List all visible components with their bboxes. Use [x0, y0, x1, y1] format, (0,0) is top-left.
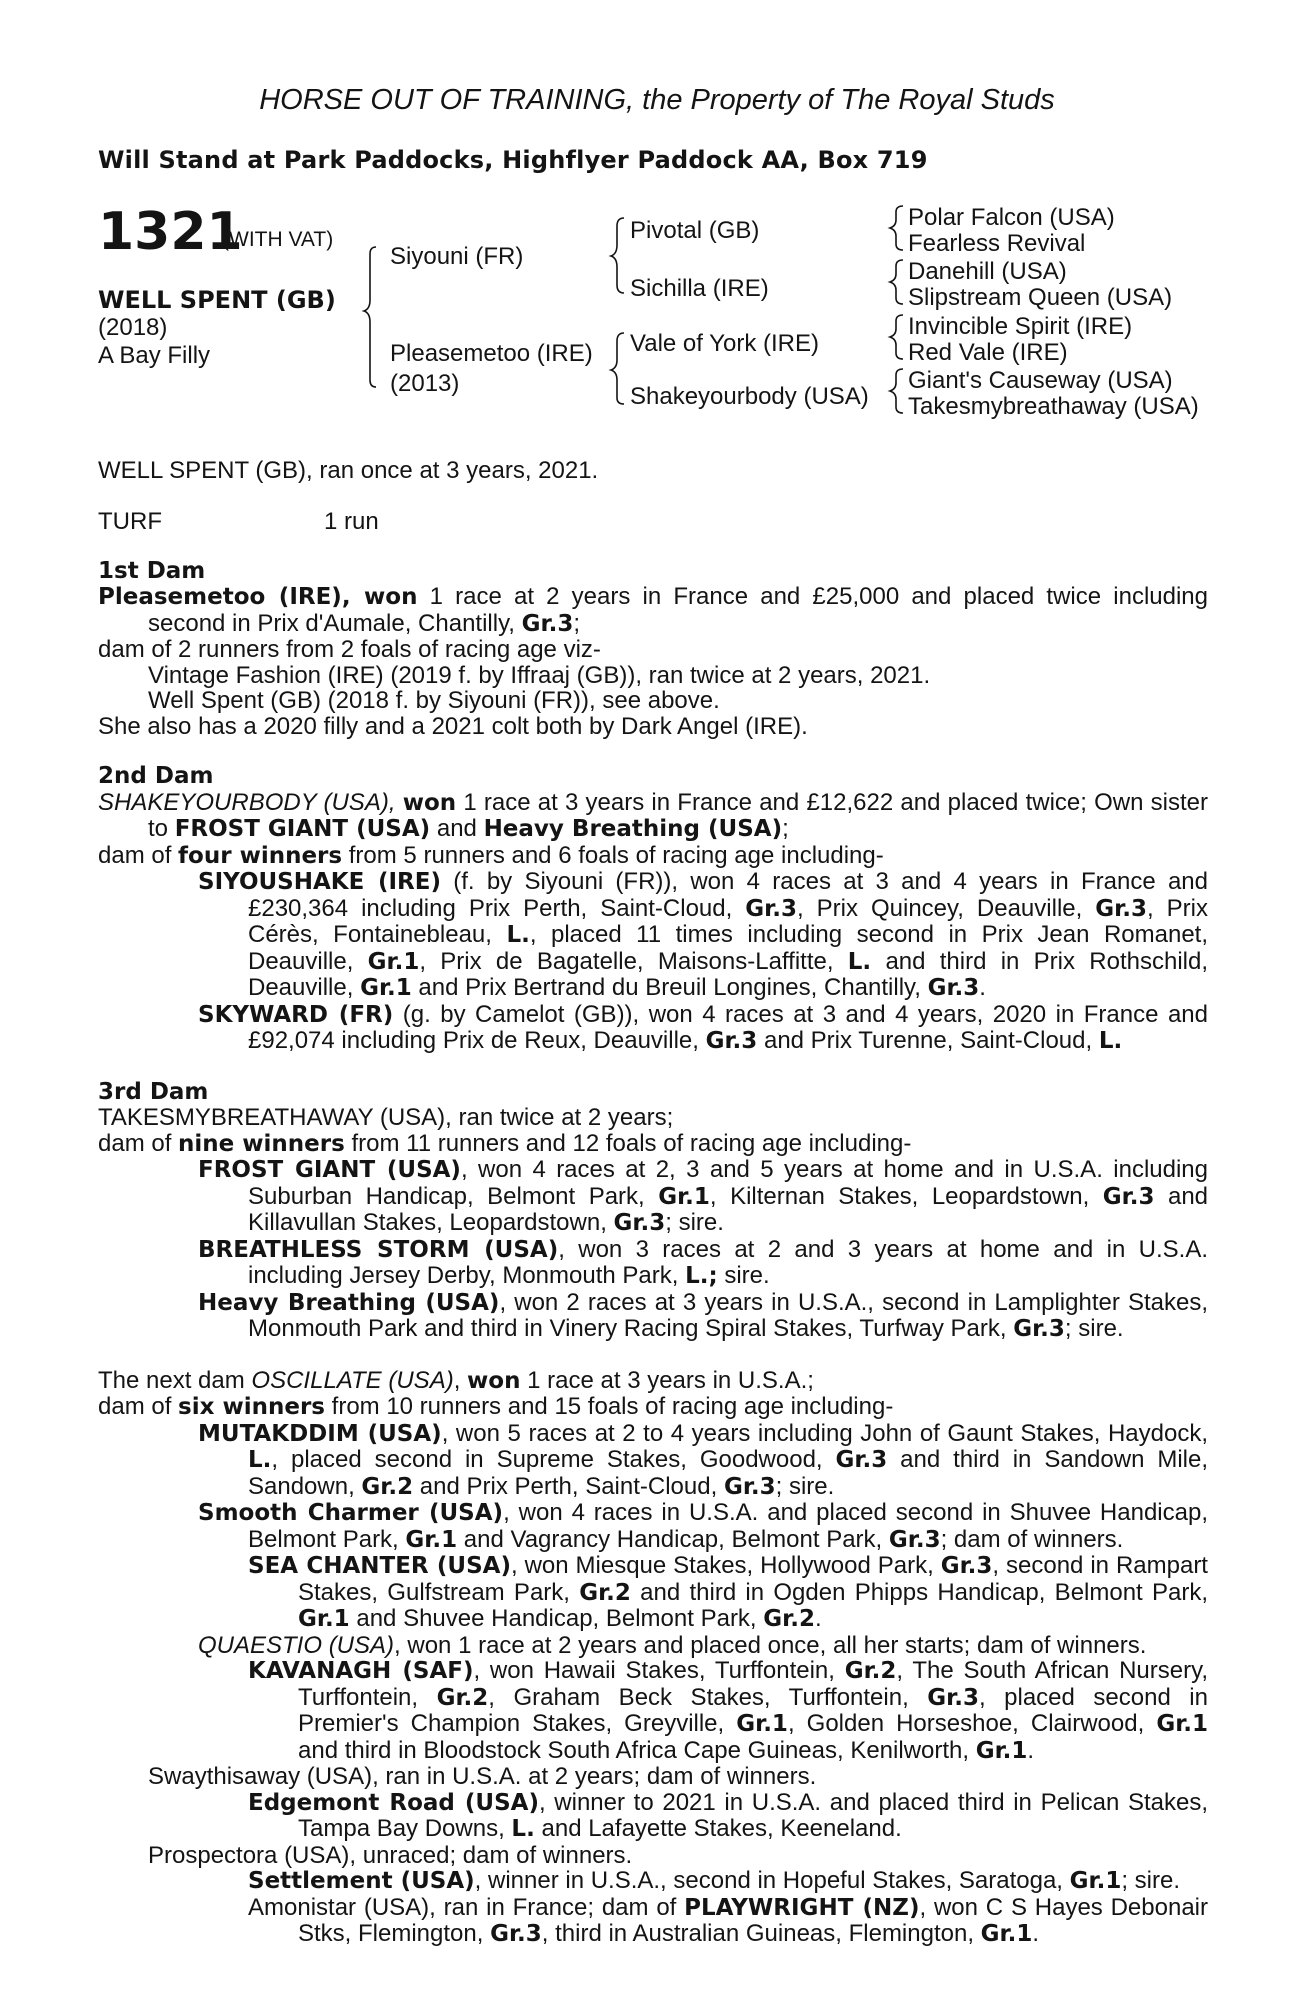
record-summary: WELL SPENT (GB), ran once at 3 years, 2021. — [98, 457, 599, 484]
nextdam-progeny-mutakddim: MUTAKDDIM (USA), won 5 races at 2 to 4 years including John of Gaunt Stakes, Haydock, L., placed second in Supreme Stakes, Goodwood, Gr.3 and third in Sandown Mile, Sandown, Gr.2 and Prix Perth, Saint-Cloud, Gr.3; sire. — [198, 1419, 1209, 1500]
nextdam-progeny-amonistar: Amonistar (USA), ran in France; dam of PLAYWRIGHT (NZ), won C S Hayes Debonair Stks, Flemington, Gr.3, third in Australian Guineas, Flemington, Gr.1. — [248, 1893, 1208, 1947]
dam3-progeny-3: Heavy Breathing (USA), won 2 races at 3 years in U.S.A., second in Lamplighter Stakes, Monmouth Park and third in Vinery Racing Spiral Stakes, Turfway Park, Gr.3; sire. — [198, 1288, 1208, 1342]
dam2-heading: 2nd Dam — [98, 763, 214, 789]
pedigree-sire-dam: Sichilla (IRE) — [630, 275, 769, 302]
horse-description: A Bay Filly — [98, 342, 211, 369]
nextdam-entry: The next dam OSCILLATE (USA), won 1 race at 3 years in U.S.A.; — [98, 1366, 814, 1394]
pedigree-gg-7: Giant's Causeway (USA) — [908, 367, 1173, 394]
nextdam-progeny-sea-chanter: SEA CHANTER (USA), won Miesque Stakes, Hollywood Park, Gr.3, second in Rampart Stakes, Gulfstream Park, Gr.2 and third in Ogden Phipps Handicap, Belmont Park, Gr.1 and Shuvee Handicap, Belmont Park, Gr.2. — [248, 1552, 1209, 1632]
pedigree-gg-2: Fearless Revival — [908, 230, 1086, 257]
pedigree-dam: Pleasemetoo (IRE) — [390, 340, 593, 367]
vat-note: (WITH VAT) — [222, 228, 334, 251]
record-runs: 1 run — [324, 507, 379, 535]
pedigree-sire-sire: Pivotal (GB) — [630, 217, 760, 244]
nextdam-progeny-smooth-charmer: Smooth Charmer (USA), won 4 races in U.S.A. and placed second in Shuvee Handicap, Belmont Park, Gr.1 and Vagrancy Handicap, Belmont Park, Gr.3; dam of winners. — [198, 1499, 1209, 1553]
dam1-heading: 1st Dam — [98, 557, 206, 584]
dam2-dam-of: dam of four winners from 5 runners and 6 foals of racing age including- — [98, 841, 884, 869]
pedigree-gg-3: Danehill (USA) — [908, 258, 1067, 285]
nextdam-progeny-edgemont-road: Edgemont Road (USA), winner to 2021 in U.S.A. and placed third in Pelican Stakes, Tampa Bay Downs, L. and Lafayette Stakes, Keeneland. — [248, 1788, 1208, 1842]
nextdam-progeny-settlement: Settlement (USA), winner in U.S.A., second in Hopeful Stakes, Saratoga, Gr.1; sire. — [248, 1867, 1181, 1894]
dam3-dam-of: dam of nine winners from 11 runners and 12 foals of racing age including- — [98, 1129, 912, 1157]
nextdam-progeny-swaythisaway: Swaythisaway (USA), ran in U.S.A. at 2 years; dam of winners. — [148, 1763, 817, 1790]
dam2-progeny-2: SKYWARD (FR) (g. by Camelot (GB)), won 4 races at 3 and 4 years, 2020 in France and £92,074 including Prix de Reux, Deauville, Gr.3 and Prix Turenne, Saint-Cloud, L. — [198, 1000, 1208, 1054]
horse-name: WELL SPENT (GB) — [98, 286, 336, 314]
nextdam-progeny-kavanagh: KAVANAGH (SAF), won Hawaii Stakes, Turffontein, Gr.2, The South African Nursery, Turffontein, Gr.2, Graham Beck Stakes, Turffontein, Gr.3, placed second in Premier's Champion Stakes, Greyville, Gr.1, Golden Horseshoe, Clairwood, Gr.1 and third in Bloodstock South Africa Cape Guineas, Kenilworth, Gr.1. — [248, 1657, 1208, 1764]
pedigree-gg-5: Invincible Spirit (IRE) — [908, 313, 1133, 340]
record-turf — [98, 509, 1208, 534]
pedigree-dam-dam: Shakeyourbody (USA) — [630, 383, 869, 410]
pedigree-dam-year: (2013) — [390, 370, 460, 397]
catalogue-body — [98, 458, 1208, 1948]
pedigree-dam-sire: Vale of York (IRE) — [630, 330, 819, 357]
nextdam-dam-of: dam of six winners from 10 runners and 15 foals of racing age including- — [98, 1393, 894, 1420]
pedigree-gg-1: Polar Falcon (USA) — [908, 204, 1115, 231]
nextdam-progeny-quaestio: QUAESTIO (USA), won 1 race at 2 years and placed once, all her starts; dam of winners. — [198, 1631, 1147, 1659]
pedigree-gg-6: Red Vale (IRE) — [908, 339, 1068, 366]
stand-location: Will Stand at Park Paddocks, Highflyer Paddock AA, Box 719 — [98, 146, 928, 174]
page-title: HORSE OUT OF TRAINING, the Property of The Royal Studs — [259, 84, 1055, 116]
dam1-entry: Pleasemetoo (IRE), won 1 race at 2 years in France and £25,000 and placed twice including second in Prix d'Aumale, Chantilly, Gr.3; — [98, 583, 1208, 637]
dam3-entry: TAKESMYBREATHAWAY (USA), ran twice at 2 years; — [98, 1104, 674, 1131]
dam2-progeny-1: SIYOUSHAKE (IRE) (f. by Siyouni (FR)), won 4 races at 3 and 4 years in France and £230,364 including Prix Perth, Saint-Cloud, Gr.3, Prix Quincey, Deauville, Gr.3, Prix Cérès, Fontainebleau, L., placed 11 times including second in Prix Jean Romanet, Deauville, Gr.1, Prix de Bagatelle, Maisons-Laffitte, L. and third in Prix Rothschild, Deauville, Gr.1 and Prix Bertrand du Breuil Longines, Chantilly, Gr.3. — [198, 868, 1209, 1001]
pedigree-gg-8: Takesmybreathaway (USA) — [908, 393, 1199, 420]
dam3-heading: 3rd Dam — [98, 1078, 209, 1105]
dam2-entry: SHAKEYOURBODY (USA), won 1 race at 3 years in France and £12,622 and placed twice; Own sister to FROST GIANT (USA) and Heavy Breathing (USA); — [98, 788, 1209, 842]
pedigree-sire: Siyouni (FR) — [390, 243, 524, 270]
lot-number: 1321 — [98, 202, 243, 262]
dam1-dam-of: dam of 2 runners from 2 foals of racing age viz- — [98, 636, 601, 663]
record-surface: TURF — [98, 507, 162, 535]
horse-year: (2018) — [98, 314, 168, 341]
dam1-also: She also has a 2020 filly and a 2021 colt both by Dark Angel (IRE). — [98, 712, 808, 740]
nextdam-progeny-prospectora: Prospectora (USA), unraced; dam of winners. — [148, 1841, 633, 1869]
dam3-progeny-1: FROST GIANT (USA), won 4 races at 2, 3 and 5 years at home and in U.S.A. including Suburban Handicap, Belmont Park, Gr.1, Kilternan Stakes, Leopardstown, Gr.3 and Killavullan Stakes, Leopardstown, Gr.3; sire. — [198, 1156, 1209, 1236]
dam1-progeny-2: Well Spent (GB) (2018 f. by Siyouni (FR)), see above. — [148, 687, 720, 714]
dam1-progeny-1: Vintage Fashion (IRE) (2019 f. by Iffraaj (GB)), ran twice at 2 years, 2021. — [148, 661, 931, 689]
pedigree-gg-4: Slipstream Queen (USA) — [908, 284, 1173, 311]
dam3-progeny-2: BREATHLESS STORM (USA), won 3 races at 2 and 3 years at home and in U.S.A. including Jersey Derby, Monmouth Park, L.; sire. — [198, 1235, 1209, 1289]
